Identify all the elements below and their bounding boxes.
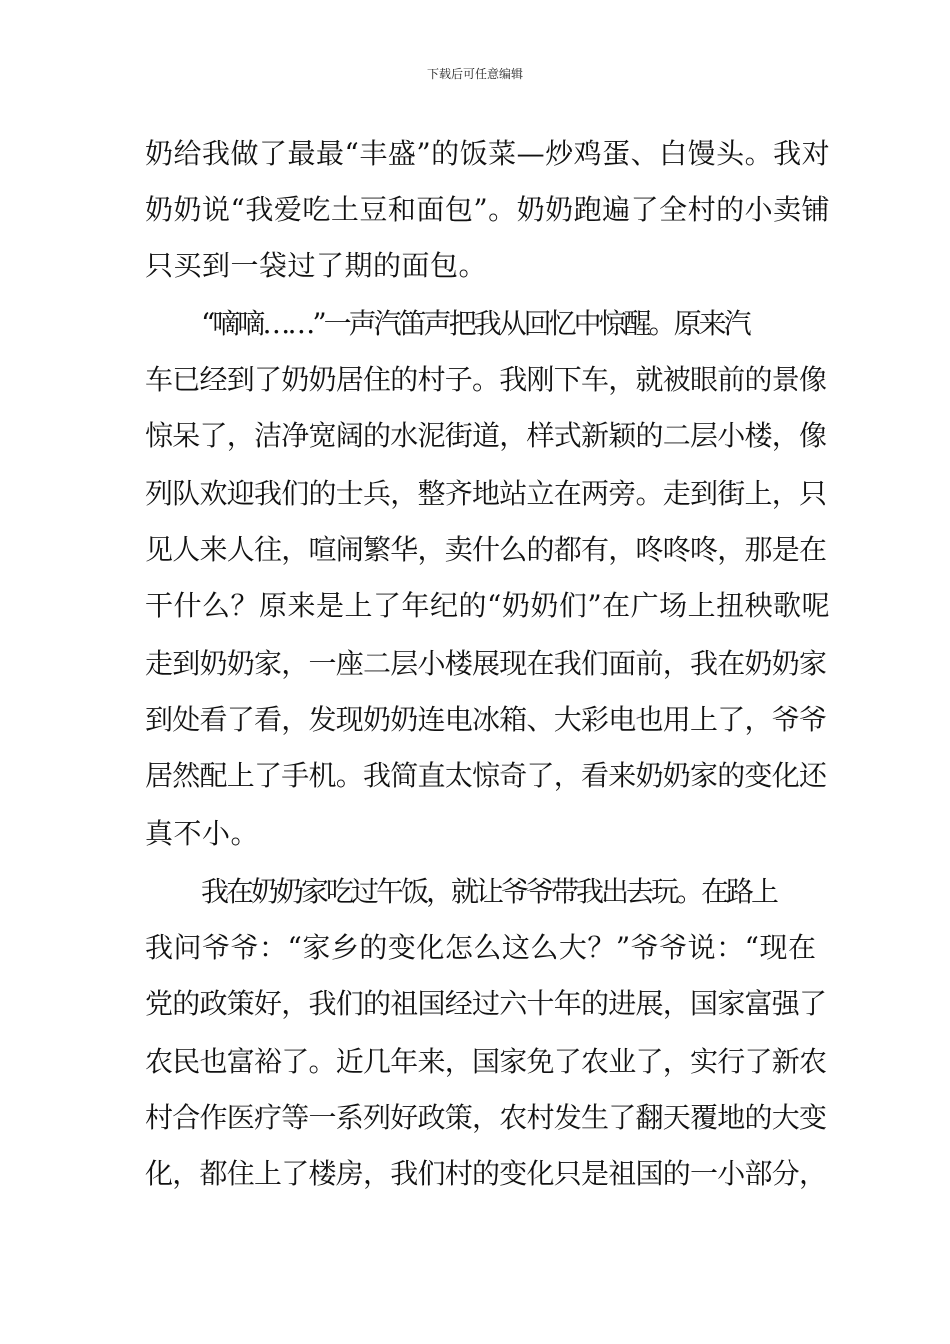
text-line: 走到奶奶家，一座二层小楼展现在我们面前，我在奶奶家 bbox=[145, 647, 827, 680]
text-line: 党的政策好，我们的祖国经过六十年的进展，国家富强了 bbox=[145, 987, 827, 1020]
text-line: 列队欢迎我们的士兵，整齐地站立在两旁。走到街上，只 bbox=[145, 477, 827, 510]
text-line: 我问爷爷：“家乡的变化怎么这么大？”爷爷说：“现在 bbox=[145, 931, 817, 964]
text-line: 到处看了看，发现奶奶连电冰箱、大彩电也用上了，爷爷 bbox=[145, 703, 827, 736]
text-line: 真不小。 bbox=[145, 817, 260, 850]
text-line: 居然配上了手机。我简直太惊奇了，看来奶奶家的变化还 bbox=[145, 759, 827, 792]
text-line: 只买到一袋过了期的面包。 bbox=[145, 249, 488, 282]
text-line: 惊呆了，洁净宽阔的水泥街道，样式新颖的二层小楼，像 bbox=[145, 419, 827, 452]
text-line: 村合作医疗等一系列好政策，农村发生了翻天覆地的大变 bbox=[145, 1101, 827, 1134]
text-line: 化，都住上了楼房，我们村的变化只是祖国的一小部分， bbox=[145, 1157, 827, 1190]
text-line: 干什么？原来是上了年纪的“奶奶们”在广场上扭秧歌呢 bbox=[145, 589, 831, 622]
text-line: 农民也富裕了。近几年来，国家免了农业了，实行了新农 bbox=[145, 1045, 827, 1078]
text-line: 车已经到了奶奶居住的村子。我刚下车，就被眼前的景像 bbox=[145, 363, 827, 396]
paragraph-first-line: 我在奶奶家吃过午饭，就让爷爷带我出去玩。在路上 bbox=[201, 875, 777, 908]
text-line: 奶给我做了最最“丰盛”的饭菜—炒鸡蛋、白馒头。我对 bbox=[145, 137, 831, 170]
page-header: 下载后可任意编辑 bbox=[426, 67, 523, 81]
text-line: 见人来人往，喧闹繁华，卖什么的都有，咚咚咚，那是在 bbox=[145, 533, 827, 566]
paragraph-first-line: “嘀嘀……”一声汽笛声把我从回忆中惊醒。原来汽 bbox=[201, 307, 749, 340]
text-line: 奶奶说“我爱吃土豆和面包”。奶奶跑遍了全村的小卖铺 bbox=[145, 193, 831, 226]
